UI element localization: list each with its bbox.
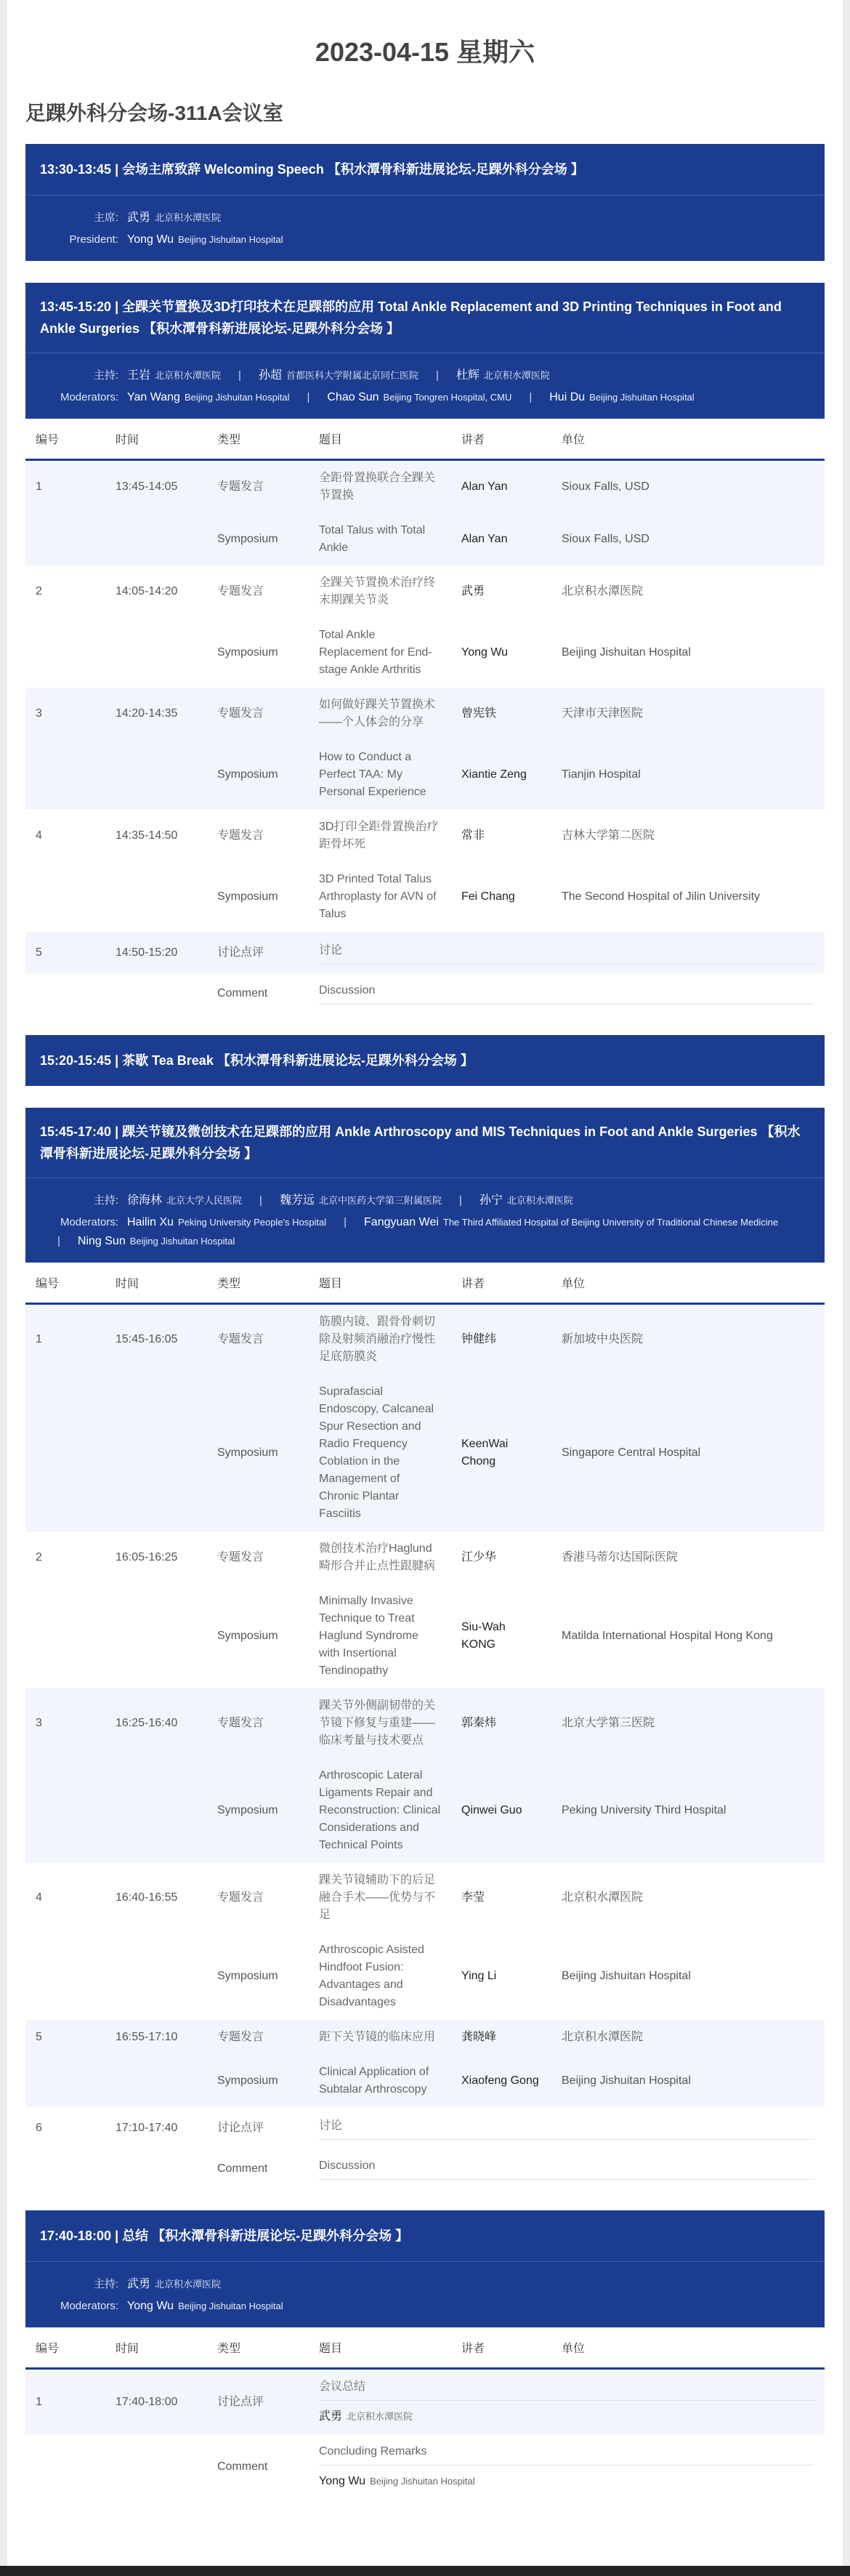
cell-unit: 北京积水潭医院 xyxy=(551,2020,825,2055)
cell-topic: 3D打印全距骨置换治疗距骨坏死 xyxy=(309,810,451,862)
cell-topic: Total Talus with Total Ankle xyxy=(309,513,451,565)
cell-no: 3 xyxy=(25,688,105,740)
cell-time: 17:40-18:00 xyxy=(105,2369,207,2435)
cell-no: 2 xyxy=(25,565,105,618)
cell-time xyxy=(105,973,207,1013)
column-header: 编号 xyxy=(25,1263,105,1304)
cell-topic xyxy=(309,932,825,973)
chair-institution: Beijing Jishuitan Hospital xyxy=(589,392,695,403)
cell-no: 1 xyxy=(25,1304,105,1375)
summary-speaker xyxy=(319,2408,814,2426)
cell-time xyxy=(105,740,207,810)
cell-time: 14:50-15:20 xyxy=(105,932,207,973)
cell-topic: Minimally Invasive Technique to Treat Haglund Syndrome with Insertional Tendinopathy xyxy=(309,1584,451,1689)
table-row xyxy=(25,973,825,1013)
cell-no xyxy=(25,740,105,810)
column-header: 题目 xyxy=(309,2327,451,2369)
session-header: 15:20-15:45 | 茶歇 Tea Break 【积水潭骨科新进展论坛-足踝外科分会场 】 xyxy=(25,1035,825,1086)
date-title: 2023-04-15 星期六 xyxy=(315,37,535,67)
session-tea-break xyxy=(25,1035,825,1086)
cell-unit: 北京大学第三医院 xyxy=(551,1689,825,1758)
discussion-topic-en: Discussion xyxy=(319,982,814,1005)
cell-topic: How to Conduct a Perfect TAA: My Personal Experience xyxy=(309,740,451,810)
cell-speaker: 郭秦炜 xyxy=(451,1689,551,1758)
table-row xyxy=(25,513,825,565)
session-chairs xyxy=(25,2261,825,2327)
cell-speaker: 江少华 xyxy=(451,1531,551,1584)
session-chairs xyxy=(25,353,825,419)
chair-name: 武勇 xyxy=(127,212,151,224)
table-row xyxy=(25,1584,825,1689)
chair-institution: 北京积水潭医院 xyxy=(506,1195,573,1206)
cell-type: 专题发言 xyxy=(207,688,309,740)
cell-no xyxy=(25,513,105,565)
cell-no xyxy=(25,862,105,932)
discussion-topic-en: Discussion xyxy=(319,2157,814,2180)
column-header: 单位 xyxy=(551,2327,825,2369)
cell-speaker: 武勇 xyxy=(451,565,551,618)
cell-no xyxy=(25,1374,105,1531)
cell-no: 6 xyxy=(25,2107,105,2149)
cell-time: 14:05-14:20 xyxy=(105,565,207,618)
table-row xyxy=(25,1758,825,1863)
chair-separator: | xyxy=(307,391,310,403)
chair-institution: Beijing Jishuitan Hospital xyxy=(178,234,283,245)
program-table xyxy=(25,2327,825,2499)
cell-unit: Singapore Central Hospital xyxy=(551,1374,825,1531)
cell-type: Symposium xyxy=(207,513,309,565)
chair-label: 主席: xyxy=(93,212,118,224)
cell-time: 14:35-14:50 xyxy=(105,810,207,862)
column-header: 讲者 xyxy=(451,1263,551,1304)
chair-line xyxy=(40,366,810,385)
chair-label: 主持: xyxy=(93,369,118,382)
chair-name: 徐海林 xyxy=(127,1194,163,1207)
cell-time: 13:45-14:05 xyxy=(105,460,207,514)
cell-speaker: Qinwei Guo xyxy=(451,1758,551,1863)
cell-speaker: 龚晓峰 xyxy=(451,2020,551,2055)
chair-line xyxy=(40,1191,810,1210)
cell-speaker: KeenWai Chong xyxy=(451,1374,551,1531)
cell-unit: Beijing Jishuitan Hospital xyxy=(551,618,825,688)
cell-time: 16:55-17:10 xyxy=(105,2020,207,2055)
cell-no xyxy=(25,1933,105,2020)
cell-speaker: Ying Li xyxy=(451,1933,551,2020)
table-row xyxy=(25,1689,825,1758)
session-header: 13:45-15:20 | 全踝关节置换及3D打印技术在足踝部的应用 Total Ankle Replacement and 3D Printing Techniques in Foot and Ankle Surgeries 【积水潭骨科新进展论坛-足踝外科分会场 】 xyxy=(25,283,825,353)
table-row xyxy=(25,932,825,973)
chair-institution: 北京积水潭医院 xyxy=(155,2279,222,2290)
chair-separator: | xyxy=(435,369,439,382)
chair-separator: | xyxy=(529,391,533,403)
column-header: 类型 xyxy=(207,1263,309,1304)
chair-line xyxy=(40,230,810,249)
table-row xyxy=(25,2020,825,2055)
speaker-institution: Beijing Jishuitan Hospital xyxy=(370,2476,475,2487)
column-header: 单位 xyxy=(551,419,825,460)
cell-topic: Total Ankle Replacement for End-stage Ankle Arthritis xyxy=(309,618,451,688)
table-row xyxy=(25,862,825,932)
cell-type: 专题发言 xyxy=(207,1304,309,1375)
chair-label: Moderators: xyxy=(60,391,118,403)
chair-label: 主持: xyxy=(93,2278,118,2290)
chair-institution: Peking University People's Hospital xyxy=(178,1217,327,1228)
cell-time: 17:10-17:40 xyxy=(105,2107,207,2149)
column-header: 时间 xyxy=(105,419,207,460)
chair-institution: 北京中医药大学第三附属医院 xyxy=(318,1195,442,1206)
chair-separator: | xyxy=(344,1216,347,1228)
cell-topic: 如何做好踝关节置换术——个人体会的分享 xyxy=(309,688,451,740)
cell-topic: Clinical Application of Subtalar Arthroscopy xyxy=(309,2055,451,2107)
cell-no: 5 xyxy=(25,2020,105,2055)
chair-line xyxy=(40,1213,810,1251)
chair-institution: 北京积水潭医院 xyxy=(483,370,550,381)
cell-type: 讨论点评 xyxy=(207,932,309,973)
table-row xyxy=(25,810,825,862)
cell-type: 专题发言 xyxy=(207,1689,309,1758)
chair-name: 武勇 xyxy=(127,2278,151,2290)
column-header: 单位 xyxy=(551,1263,825,1304)
cell-topic xyxy=(309,2107,825,2149)
cell-unit: Tianjin Hospital xyxy=(551,740,825,810)
chair-institution: 首都医科大学附属北京同仁医院 xyxy=(286,370,418,381)
cell-unit: Sioux Falls, USD xyxy=(551,513,825,565)
summary-topic-en: Concluding Remarks xyxy=(319,2443,814,2466)
cell-time xyxy=(105,618,207,688)
cell-type: Comment xyxy=(207,2434,309,2499)
cell-time: 15:45-16:05 xyxy=(105,1304,207,1375)
cell-type: Symposium xyxy=(207,1758,309,1863)
table-row xyxy=(25,2055,825,2107)
cell-unit: Beijing Jishuitan Hospital xyxy=(551,2055,825,2107)
chair-institution: Beijing Jishuitan Hospital xyxy=(129,1236,235,1247)
cell-no: 1 xyxy=(25,460,105,514)
cell-type: 专题发言 xyxy=(207,460,309,514)
cell-type: Symposium xyxy=(207,862,309,932)
program-table xyxy=(25,419,825,1013)
cell-speaker: 常非 xyxy=(451,810,551,862)
chair-line xyxy=(40,2297,810,2316)
chair-name: Fangyuan Wei xyxy=(364,1216,439,1228)
cell-unit: Sioux Falls, USD xyxy=(551,460,825,514)
cell-no xyxy=(25,1584,105,1689)
table-row xyxy=(25,2369,825,2435)
cell-speaker: Xiantie Zeng xyxy=(451,740,551,810)
cell-unit: 吉林大学第二医院 xyxy=(551,810,825,862)
chair-separator: | xyxy=(259,1194,262,1207)
cell-topic xyxy=(309,2149,825,2189)
chair-line xyxy=(40,388,810,407)
cell-no xyxy=(25,1758,105,1863)
cell-type: 专题发言 xyxy=(207,810,309,862)
chair-institution: The Third Affiliated Hospital of Beijing University of Traditional Chinese Medicine xyxy=(442,1217,779,1228)
program-content xyxy=(25,36,825,2499)
discussion-topic: 讨论 xyxy=(319,2117,814,2140)
cell-topic: 微创技术治疗Haglund畸形合并止点性跟腱病 xyxy=(309,1531,451,1584)
cell-time xyxy=(105,1933,207,2020)
table-row xyxy=(25,1531,825,1584)
cell-topic: 踝关节镜辅助下的后足融合手术——优势与不足 xyxy=(309,1863,451,1933)
bottom-bar xyxy=(0,2566,850,2576)
cell-topic: 踝关节外侧副韧带的关节镜下修复与重建——临床考量与技术要点 xyxy=(309,1689,451,1758)
cell-speaker: Fei Chang xyxy=(451,862,551,932)
session-chairs xyxy=(25,195,825,261)
table-row xyxy=(25,740,825,810)
chair-name: 孙宁 xyxy=(479,1194,503,1207)
column-header: 题目 xyxy=(309,419,451,460)
program-table xyxy=(25,1263,825,2189)
cell-unit: 北京积水潭医院 xyxy=(551,565,825,618)
page-edge-right xyxy=(843,0,850,2576)
summary-speaker-en xyxy=(319,2473,814,2490)
cell-type: 讨论点评 xyxy=(207,2107,309,2149)
cell-time: 16:25-16:40 xyxy=(105,1689,207,1758)
cell-speaker: 钟健纬 xyxy=(451,1304,551,1375)
column-header: 类型 xyxy=(207,419,309,460)
session-chairs xyxy=(25,1178,825,1263)
chair-institution: 北京积水潭医院 xyxy=(155,212,222,223)
chair-label: Moderators: xyxy=(60,2300,118,2312)
cell-time xyxy=(105,2434,207,2499)
column-header: 讲者 xyxy=(451,2327,551,2369)
cell-unit: 新加坡中央医院 xyxy=(551,1304,825,1375)
chair-name: Yong Wu xyxy=(127,233,174,246)
table-header-row xyxy=(25,1263,825,1304)
table-row xyxy=(25,2434,825,2499)
cell-type: Symposium xyxy=(207,740,309,810)
chair-name: 杜辉 xyxy=(456,369,479,382)
chair-institution: Beijing Tongren Hospital, CMU xyxy=(383,392,512,403)
cell-topic xyxy=(309,2369,825,2435)
table-row xyxy=(25,618,825,688)
cell-speaker: Alan Yan xyxy=(451,460,551,514)
chair-label: 主持: xyxy=(93,1194,118,1207)
table-row xyxy=(25,688,825,740)
table-row xyxy=(25,565,825,618)
cell-no: 4 xyxy=(25,1863,105,1933)
table-row xyxy=(25,460,825,514)
cell-unit: Matilda International Hospital Hong Kong xyxy=(551,1584,825,1689)
chair-name: Hui Du xyxy=(549,391,586,403)
chair-name: Ning Sun xyxy=(77,1235,126,1247)
session-header: 17:40-18:00 | 总结 【积水潭骨科新进展论坛-足踝外科分会场 】 xyxy=(25,2210,825,2261)
cell-no: 2 xyxy=(25,1531,105,1584)
cell-unit: The Second Hospital of Jilin University xyxy=(551,862,825,932)
chair-name: 王岩 xyxy=(127,369,151,382)
session-arthroscopy xyxy=(25,1108,825,2189)
speaker-name: 武勇 xyxy=(319,2410,343,2423)
cell-time xyxy=(105,862,207,932)
chair-separator: | xyxy=(458,1194,462,1207)
cell-topic: 距下关节镜的临床应用 xyxy=(309,2020,451,2055)
column-header: 编号 xyxy=(25,419,105,460)
cell-no xyxy=(25,2149,105,2189)
column-header: 时间 xyxy=(105,2327,207,2369)
chair-institution: 北京大学人民医院 xyxy=(166,1195,243,1206)
table-header-row xyxy=(25,2327,825,2369)
cell-time: 16:40-16:55 xyxy=(105,1863,207,1933)
cell-no: 3 xyxy=(25,1689,105,1758)
cell-time xyxy=(105,2149,207,2189)
cell-time xyxy=(105,1758,207,1863)
cell-no xyxy=(25,2434,105,2499)
cell-topic: 3D Printed Total Talus Arthroplasty for AVN of Talus xyxy=(309,862,451,932)
discussion-topic: 讨论 xyxy=(319,942,814,965)
cell-type: 专题发言 xyxy=(207,1531,309,1584)
table-row xyxy=(25,2107,825,2149)
cell-time xyxy=(105,2055,207,2107)
session-welcome xyxy=(25,144,825,261)
cell-speaker: Yong Wu xyxy=(451,618,551,688)
chair-name: Hailin Xu xyxy=(127,1216,174,1228)
column-header: 讲者 xyxy=(451,419,551,460)
cell-speaker: Siu-Wah KONG xyxy=(451,1584,551,1689)
summary-topic: 会议总结 xyxy=(319,2378,814,2401)
cell-no xyxy=(25,618,105,688)
table-row xyxy=(25,1863,825,1933)
cell-topic xyxy=(309,973,825,1013)
cell-type: Symposium xyxy=(207,1584,309,1689)
column-header: 时间 xyxy=(105,1263,207,1304)
cell-type: Symposium xyxy=(207,1933,309,2020)
chair-line xyxy=(40,209,810,228)
column-header: 编号 xyxy=(25,2327,105,2369)
cell-time: 14:20-14:35 xyxy=(105,688,207,740)
chair-name: Yan Wang xyxy=(127,391,180,403)
table-row xyxy=(25,1933,825,2020)
cell-speaker: 曾宪铁 xyxy=(451,688,551,740)
chair-label: Moderators: xyxy=(60,1216,118,1228)
cell-speaker: 李莹 xyxy=(451,1863,551,1933)
cell-type: Symposium xyxy=(207,2055,309,2107)
cell-topic: 全距骨置换联合全踝关节置换 xyxy=(309,460,451,514)
cell-type: Symposium xyxy=(207,618,309,688)
speaker-institution: 北京积水潭医院 xyxy=(347,2411,413,2422)
venue-title: 足踝外科分会场-311A会议室 xyxy=(25,102,283,124)
cell-type: Symposium xyxy=(207,1374,309,1531)
cell-unit: Peking University Third Hospital xyxy=(551,1758,825,1863)
cell-no xyxy=(25,2055,105,2107)
cell-type: 专题发言 xyxy=(207,565,309,618)
cell-topic: Suprafascial Endoscopy, Calcaneal Spur Resection and Radio Frequency Coblation in the Management of Chronic Plantar Fasciitis xyxy=(309,1374,451,1531)
chair-name: 魏芳远 xyxy=(279,1194,315,1207)
table-row xyxy=(25,2149,825,2189)
session-summary xyxy=(25,2210,825,2499)
chair-name: 孙超 xyxy=(258,369,282,382)
cell-time xyxy=(105,1374,207,1531)
cell-unit: 天津市天津医院 xyxy=(551,688,825,740)
chair-institution: Beijing Jishuitan Hospital xyxy=(184,392,290,403)
chair-separator: | xyxy=(57,1235,60,1247)
column-header: 题目 xyxy=(309,1263,451,1304)
table-row xyxy=(25,1304,825,1375)
cell-time: 16:05-16:25 xyxy=(105,1531,207,1584)
chair-name: Yong Wu xyxy=(127,2300,174,2312)
chair-name: Chao Sun xyxy=(327,391,379,403)
cell-speaker: Xiaofeng Gong xyxy=(451,2055,551,2107)
session-header: 15:45-17:40 | 踝关节镜及微创技术在足踝部的应用 Ankle Arthroscopy and MIS Techniques in Foot and Ankle Surgeries 【积水潭骨科新进展论坛-足踝外科分会场 】 xyxy=(25,1108,825,1178)
cell-time xyxy=(105,513,207,565)
page-edge-left xyxy=(0,0,7,2576)
speaker-name: Yong Wu xyxy=(319,2475,366,2487)
table-header-row xyxy=(25,419,825,460)
chair-line xyxy=(40,2275,810,2294)
chair-institution: Beijing Jishuitan Hospital xyxy=(178,2301,283,2311)
column-header: 类型 xyxy=(207,2327,309,2369)
cell-unit: Beijing Jishuitan Hospital xyxy=(551,1933,825,2020)
cell-type: 讨论点评 xyxy=(207,2369,309,2435)
cell-no xyxy=(25,973,105,1013)
cell-time xyxy=(105,1584,207,1689)
cell-type: Comment xyxy=(207,973,309,1013)
cell-no: 1 xyxy=(25,2369,105,2435)
cell-topic: 筋膜内镜、跟骨骨刺切除及射频消融治疗慢性足底筋膜炎 xyxy=(309,1304,451,1375)
cell-topic: Arthroscopic Asisted Hindfoot Fusion: Advantages and Disadvantages xyxy=(309,1933,451,2020)
chair-separator: | xyxy=(238,369,241,382)
cell-no: 5 xyxy=(25,932,105,973)
cell-speaker: Alan Yan xyxy=(451,513,551,565)
cell-type: Comment xyxy=(207,2149,309,2189)
chair-institution: 北京积水潭医院 xyxy=(155,370,222,381)
cell-topic: 全踝关节置换术治疗终末期踝关节炎 xyxy=(309,565,451,618)
cell-unit: 北京积水潭医院 xyxy=(551,1863,825,1933)
cell-unit: 香港马蒂尔达国际医院 xyxy=(551,1531,825,1584)
session-header: 13:30-13:45 | 会场主席致辞 Welcoming Speech 【积水潭骨科新进展论坛-足踝外科分会场 】 xyxy=(25,144,825,195)
cell-type: 专题发言 xyxy=(207,1863,309,1933)
chair-label: President: xyxy=(69,233,118,246)
cell-topic xyxy=(309,2434,825,2499)
cell-no: 4 xyxy=(25,810,105,862)
cell-topic: Arthroscopic Lateral Ligaments Repair and Reconstruction: Clinical Considerations and Technical Points xyxy=(309,1758,451,1863)
table-row xyxy=(25,1374,825,1531)
session-total-ankle xyxy=(25,283,825,1013)
cell-type: 专题发言 xyxy=(207,2020,309,2055)
